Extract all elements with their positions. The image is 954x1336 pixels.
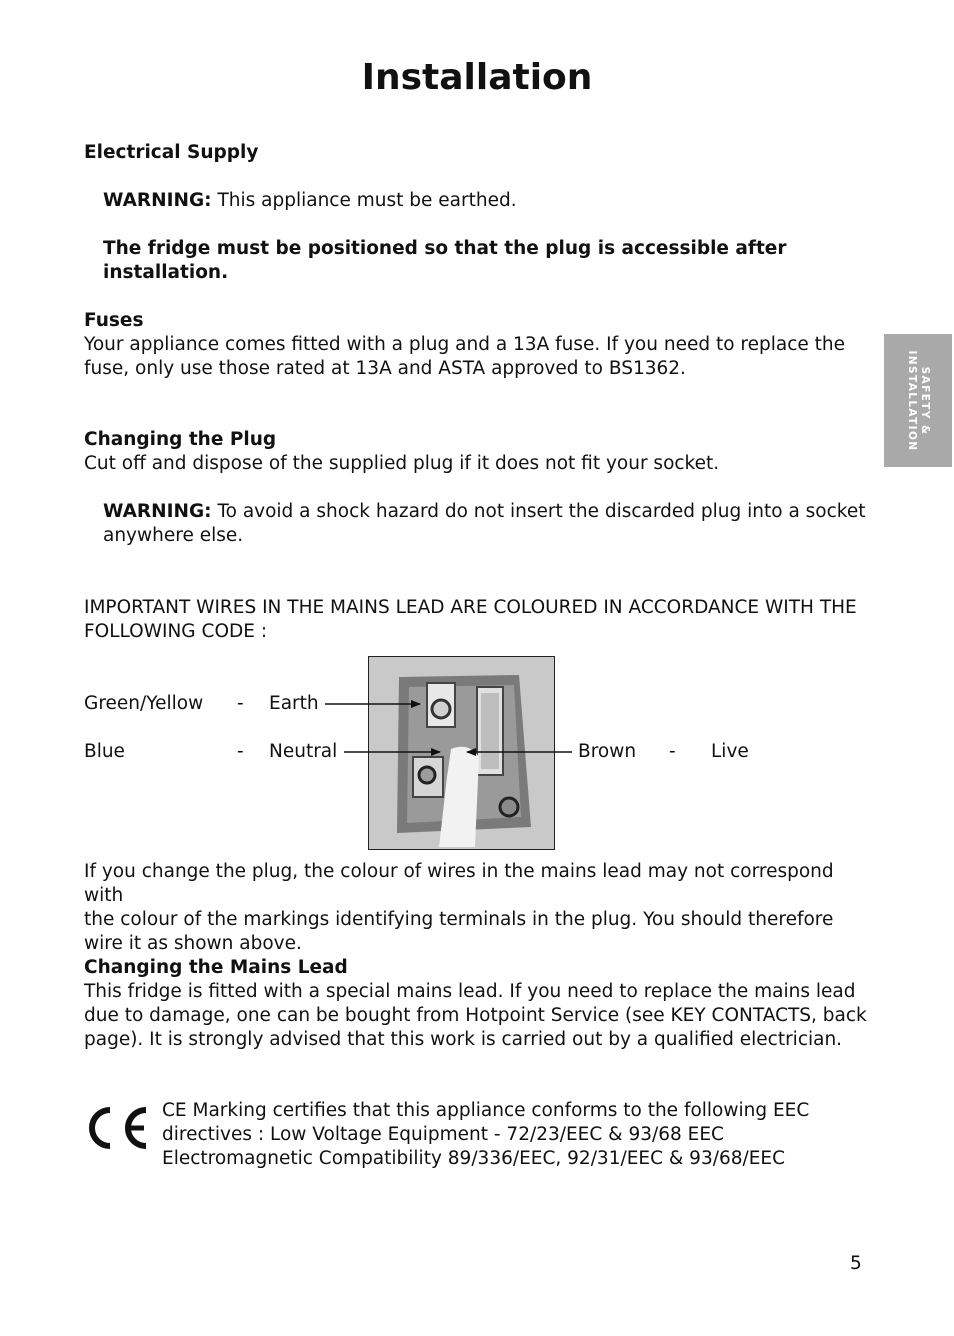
- wire-dash: -: [237, 741, 244, 762]
- changing-plug-heading: Changing the Plug: [84, 429, 277, 450]
- wire-colour-brown: Brown: [578, 741, 637, 762]
- wire-correspondence-note: If you change the plug, the colour of wires in the mains lead may not correspond with the colour of the markings identifying terminals in the plug. You should therefore wire it as shown above.: [84, 861, 834, 954]
- fuses-heading: Fuses: [84, 310, 144, 331]
- page-number: 5: [850, 1253, 862, 1274]
- wire-terminal-earth: Earth: [269, 693, 319, 714]
- shock-hazard-warning: WARNING: To avoid a shock hazard do not insert the discarded plug into a socket anywhere else.: [103, 501, 866, 546]
- wire-dash: -: [237, 693, 244, 714]
- wire-code-intro: IMPORTANT WIRES IN THE MAINS LEAD ARE COLOURED IN ACCORDANCE WITH THE FOLLOWING CODE :: [84, 597, 857, 642]
- warning-label: WARNING:: [103, 501, 212, 522]
- fuses-text: Your appliance comes fitted with a plug and a 13A fuse. If you need to replace the fuse, only use those rated at 13A and ASTA approved to BS1362.: [84, 334, 846, 379]
- mains-lead-text: This fridge is fitted with a special mains lead. If you need to replace the mains lead due to damage, one can be bought from Hotpoint Service (see KEY CONTACTS, back page). It is strongly advised that this work is carried out by a qualified electrician.: [84, 981, 867, 1050]
- warning-text: This appliance must be earthed.: [211, 190, 517, 211]
- ce-mark-icon: [80, 1100, 152, 1156]
- wire-terminal-neutral: Neutral: [269, 741, 338, 762]
- electrical-supply-heading: Electrical Supply: [84, 142, 259, 163]
- page-title: Installation: [361, 57, 593, 98]
- plug-access-notice: The fridge must be positioned so that the plug is accessible after installation.: [103, 238, 787, 283]
- wire-colour-blue: Blue: [84, 741, 125, 762]
- changing-plug-text: Cut off and dispose of the supplied plug if it does not fit your socket.: [84, 453, 720, 474]
- section-tab-label: SAFETY & INSTALLATION: [906, 349, 931, 452]
- wire-colour-green-yellow: Green/Yellow: [84, 693, 204, 714]
- wire-terminal-live: Live: [711, 741, 749, 762]
- wire-dash: -: [669, 741, 676, 762]
- mains-lead-heading: Changing the Mains Lead: [84, 957, 348, 978]
- warning-label: WARNING:: [103, 190, 212, 211]
- ce-marking-text: CE Marking certifies that this appliance conforms to the following EEC directives : Low Voltage Equipment - 72/23/EEC & 93/68 EEC Electromagnetic Compatibility 89/336/EEC, 92/31/EEC & 93/68/EEC: [162, 1100, 810, 1169]
